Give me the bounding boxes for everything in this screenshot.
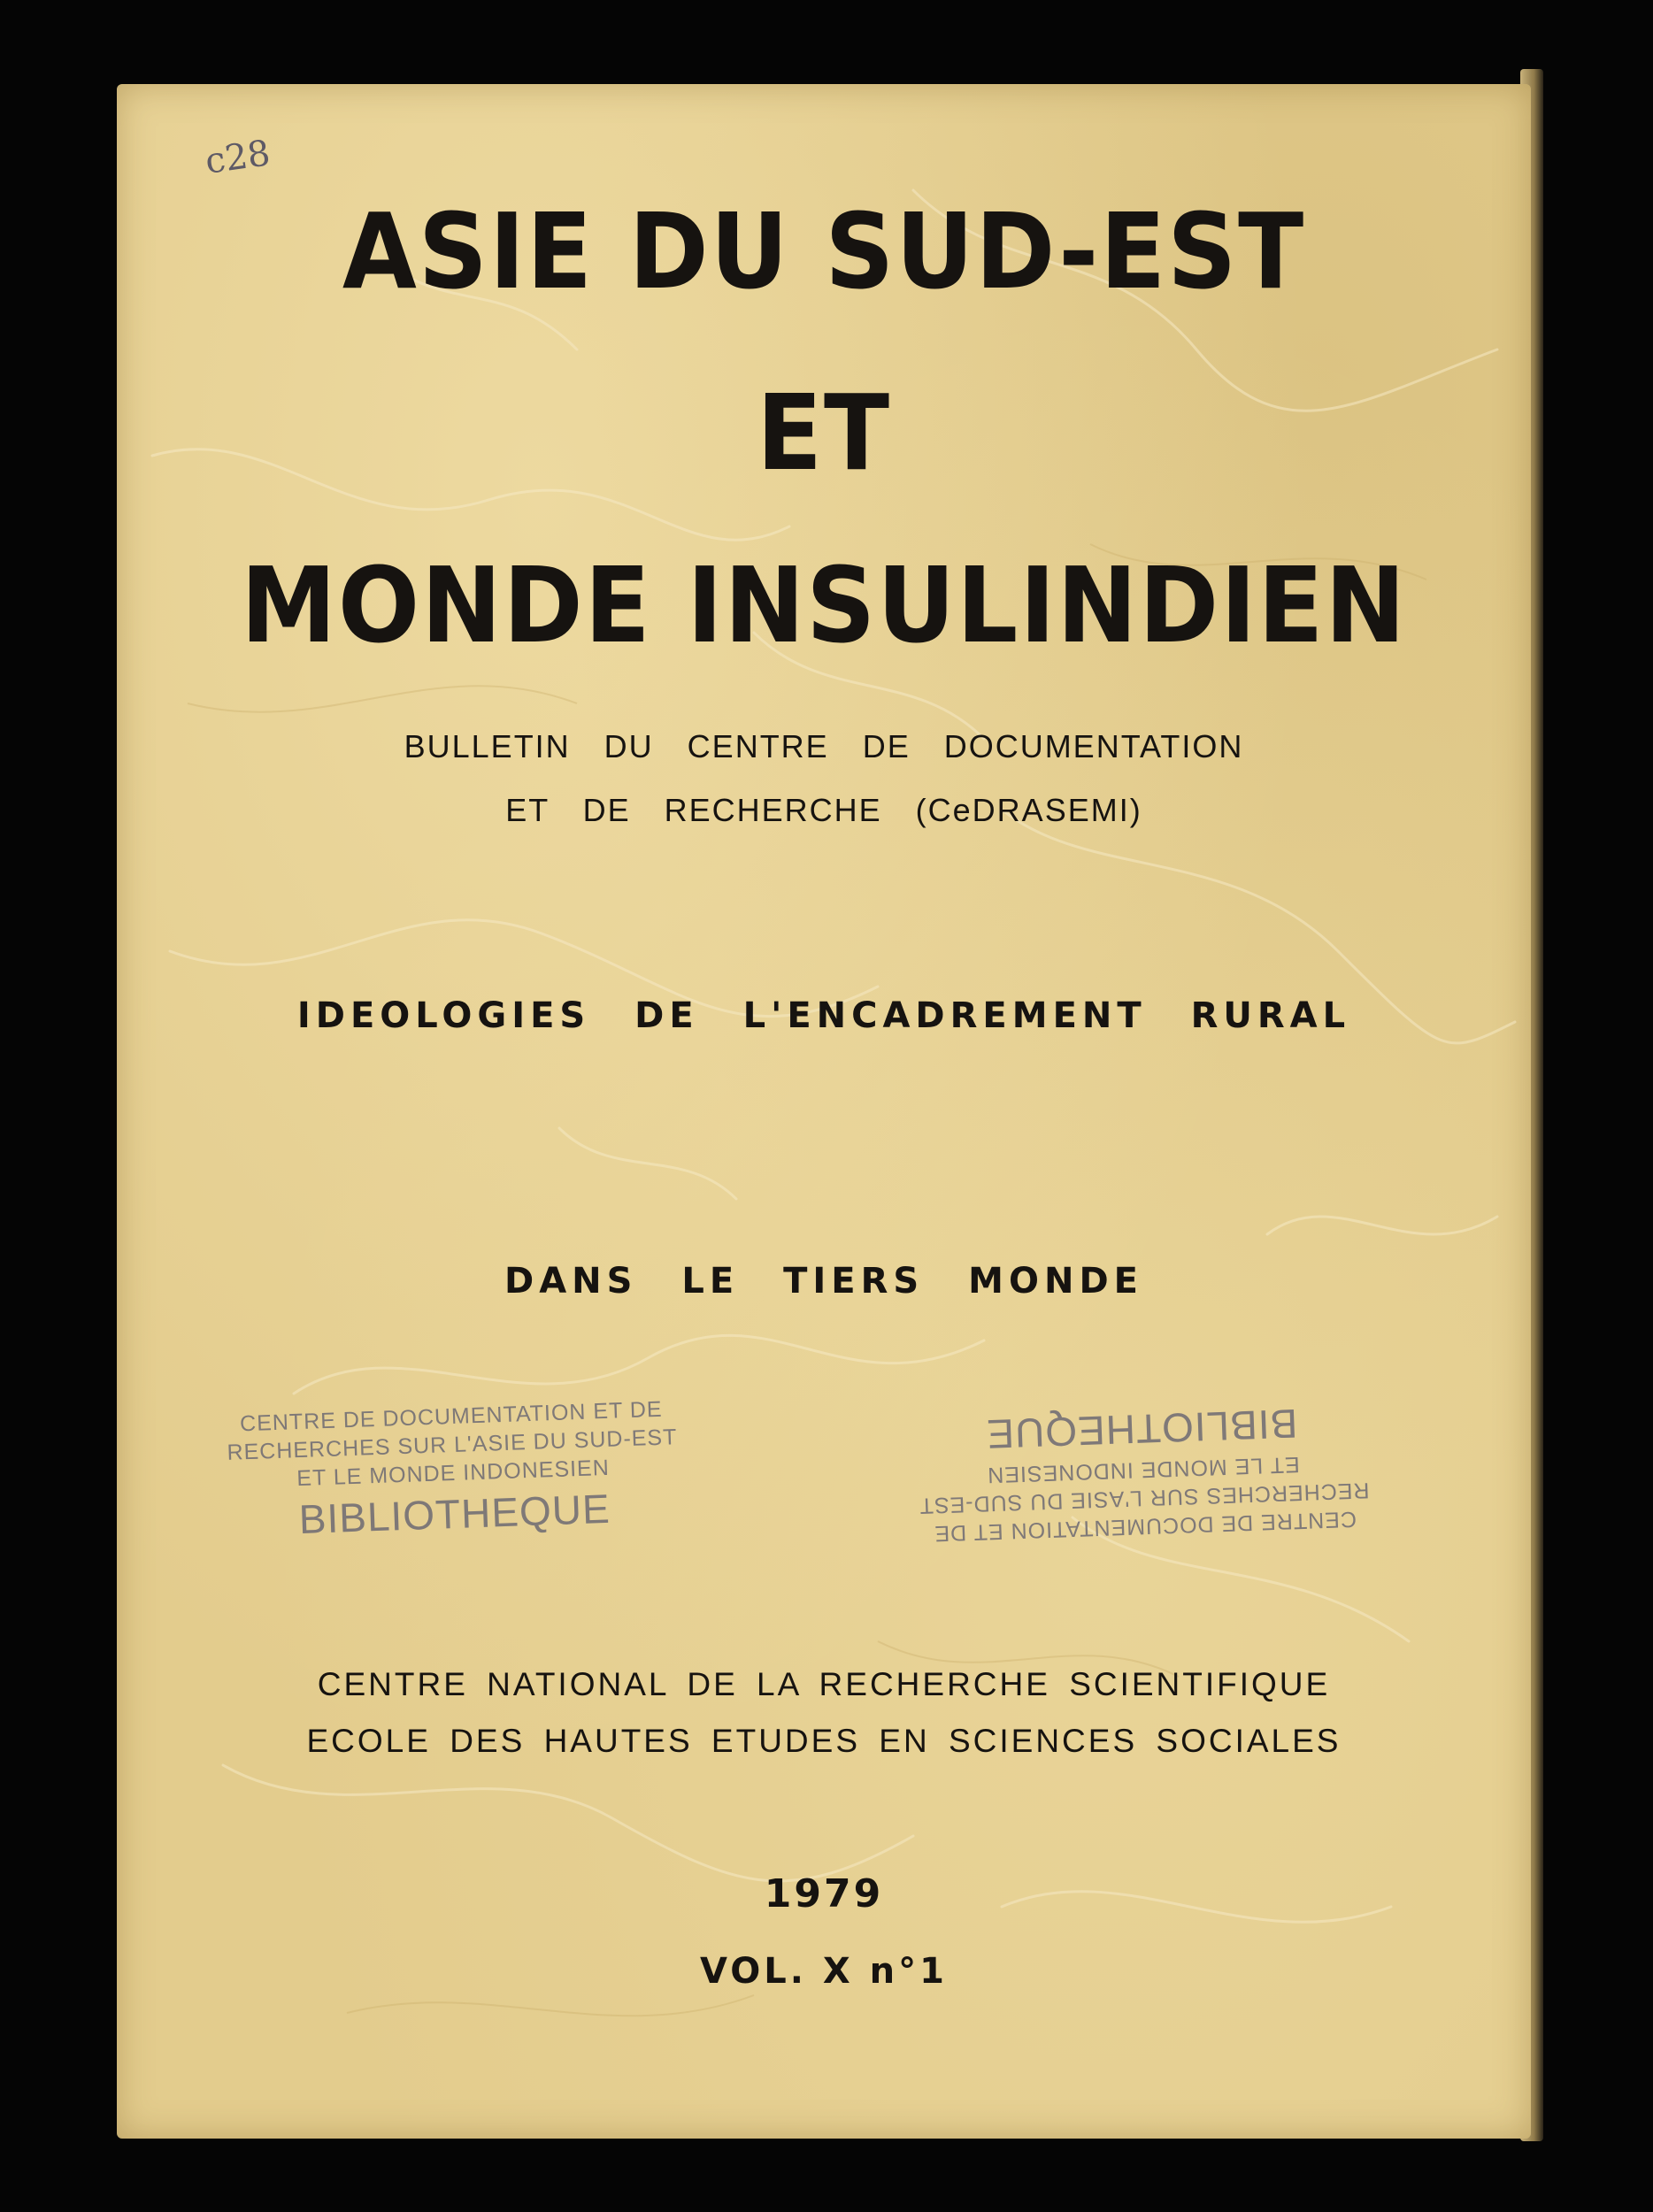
publication-year: 1979 (764, 1871, 884, 1916)
stamp-right-line-1: CENTRE DE DOCUMENTATION ET DE (934, 1506, 1357, 1547)
publisher-line-1: CENTRE NATIONAL DE LA RECHERCHE SCIENTIFIQUE (317, 1666, 1331, 1702)
stamp-right-line-3: ET LE MONDE INDONESIEN (986, 1451, 1301, 1488)
stamp-right-line-4: BIBLIOTHEQUE (985, 1400, 1299, 1458)
volume-number: VOL. X n°1 (700, 1951, 948, 1992)
stamp-left-line-2: RECHERCHES SUR L'ASIE DU SUD-EST (227, 1425, 678, 1465)
library-stamp-left (167, 1393, 738, 1550)
stamp-left-line-4: BIBLIOTHEQUE (297, 1485, 611, 1543)
subtitle-line-1: BULLETIN DU CENTRE DE DOCUMENTATION (404, 728, 1244, 764)
theme-line-2: DANS LE TIERS MONDE (504, 1261, 1143, 1302)
stamp-right-line-2: RECHERCHES SUR L'ASIE DU SUD-EST (919, 1478, 1370, 1518)
stamp-left-line-1: CENTRE DE DOCUMENTATION ET DE (239, 1396, 663, 1437)
title-line-3: MONDE INSULINDIEN (240, 544, 1408, 666)
publisher-line-2: ECOLE DES HAUTES ETUDES EN SCIENCES SOCIALES (306, 1723, 1342, 1759)
library-stamp-right (857, 1393, 1428, 1550)
stamp-left-line-3: ET LE MONDE INDONESIEN (296, 1455, 611, 1492)
theme-line-1: IDEOLOGIES DE L'ENCADREMENT RURAL (296, 995, 1351, 1036)
handwritten-note: c28 (203, 133, 273, 182)
title-line-1: ASIE DU SUD-EST (342, 190, 1306, 312)
subtitle-line-2: ET DE RECHERCHE (CeDRASEMI) (505, 792, 1142, 828)
book-cover (117, 84, 1531, 2139)
title-line-2: ET (757, 372, 891, 494)
